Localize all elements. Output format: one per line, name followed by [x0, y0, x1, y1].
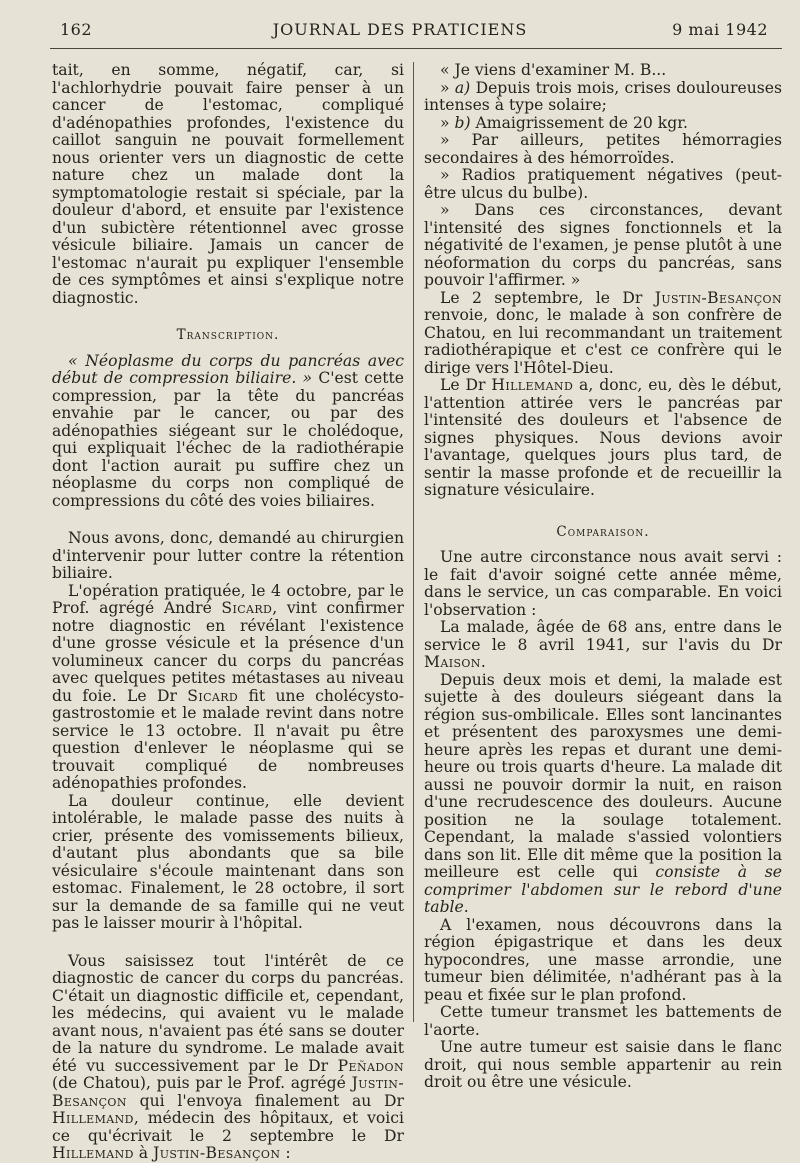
section-title-comparaison: Comparaison.	[556, 523, 650, 540]
italic-phrase: consiste à se comprimer l'abdomen sur le rebord d'une table.	[424, 863, 783, 916]
column-divider	[413, 62, 414, 1022]
paragraph: L'opération pratiquée, le 4 octobre, par le Prof. agrégé André Sicard, vint confirmer notre diagnostic en révélant l'existence d'une grosse vésicule et la présence d'un volumineux cancer du corps du pancréas avec quelques petites métastases au niveau du foie. Le Dr Sicard fit une cholécysto-gastrostomie et le malade revint dans notre service le 13 octobre. Il n'avait pu être question d'enlever le néoplasme qui se trouvait compliqué de nombreuses adénopathies profondes.	[52, 581, 405, 792]
page-header	[0, 20, 800, 44]
paragraph: Vous saisissez tout l'intérêt de ce diagnostic de cancer du corps du pancréas. C'était un diagnostic difficile et, cependant, les médecins, qui avaient vu le malade avant nous, n'avaient pas été sans se douter de la nature du syndrome. Le malade avait été vu successivement par le Dr Peñadon (de Chatou), puis par le Prof. agrégé Justin-Besançon qui l'envoya finalement au Dr Hillemand, médecin des hôpitaux, et voici ce qu'écrivait le 2 septembre le Dr Hillemand à Justin-Besançon :	[52, 951, 404, 1162]
person-name: Maison	[424, 653, 481, 671]
person-name: Justin-Besançon	[654, 288, 782, 307]
quote-line: » Par ailleurs, petites hémorragies secondaires à des hémorroïdes.	[424, 131, 782, 167]
paragraph: La malade, âgée de 68 ans, entre dans le service le 8 avril 1941, sur l'avis du Dr Maison.	[424, 618, 782, 671]
journal-title: JOURNAL DES PRATICIENS	[272, 20, 528, 39]
right-column	[424, 62, 782, 1092]
person-name: Hillemand	[52, 1144, 134, 1162]
paragraph: A l'examen, nous découvrons dans la région épigastrique et dans les deux hypocondres, une masse arrondie, une tumeur bien délimitée, n'adhérant pas à la peau et fixée sur le plan profond.	[424, 915, 782, 1004]
section-title-transcription: Transcription.	[176, 327, 280, 343]
page-number: 162	[60, 20, 93, 39]
quote-line: » b) Amaigrissement de 20 kgr.	[440, 113, 688, 132]
person-name: Sicard	[187, 686, 239, 705]
person-name: Peñadon	[337, 1056, 404, 1075]
header-rule	[50, 48, 782, 49]
person-name: Justin-Besançon	[52, 1074, 404, 1110]
paragraph: Depuis deux mois et demi, la malade est sujette à des douleurs siégeant dans la région sus-ombilicale. Elles sont lancinantes et présentent des paroxysmes une demi-heure après les repas et durant une demi-heure ou trois quarts d'heure. La malade dit aussi ne pouvoir dormir la nuit, en raison d'une recrudescence des douleurs. Aucune position ne la soulage totalement. Cependant, la malade s'assied volontiers dans son lit. Elle dit même que la position la meilleure est celle qui consiste à se comprimer l'abdomen sur le rebord d'une table.	[424, 670, 783, 916]
issue-date: 9 mai 1942	[672, 20, 768, 39]
person-name: Hillemand	[491, 376, 574, 394]
left-column	[52, 62, 404, 1163]
italic-quote: « Néoplasme du corps du pancréas avec début de compression biliaire. »	[52, 351, 404, 387]
quote-line: » Dans ces circonstances, devant l'intensité des signes fonctionnels et la négativité de l'examen, je pense plutôt à une néoformation du corps du pancréas, sans pouvoir l'affirmer. »	[424, 201, 782, 289]
person-name: Hillemand	[52, 1109, 134, 1127]
quote-line: « Je viens d'examiner M. B...	[440, 61, 667, 79]
quote-line: » Radios pratiquement négatives (peut-être ulcus du bulbe).	[424, 166, 782, 202]
person-name: Sicard	[221, 599, 273, 617]
paragraph: « Néoplasme du corps du pancréas avec début de compression biliaire. » C'est cette compression, par la tête du pancréas envahie par le cancer, ou par des adénopathies siégeant sur le cholédoque, qui expliquait l'échec de la radiothérapie dont l'action aurait pu suffire chez un néoplasme du corps non compliqué de compressions du côté des voies biliaires.	[52, 351, 404, 510]
paragraph: Une autre circonstance nous avait servi : le fait d'avoir soigné cette année même, dans le service, un cas comparable. En voici l'observation :	[424, 548, 782, 619]
paragraph: Nous avons, donc, demandé au chirurgien d'intervenir pour lutter contre la rétention biliaire.	[52, 529, 404, 582]
paragraph: Cette tumeur transmet les battements de l'aorte.	[424, 1003, 782, 1039]
paragraph: tait, en somme, négatif, car, si l'achlorhydrie pouvait faire penser à un cancer de l'estomac, compliqué d'adénopathies profondes, l'existence du caillot sanguin ne pouvait formellement nous orienter vers un diagnostic de cette nature chez un malade dont la symptomatologie restait si spéciale, par la douleur d'abord, et ensuite par l'existence d'un subictère rétentionnel avec grosse vésicule biliaire. Jamais un cancer de l'estomac n'aurait pu expliquer l'ensemble de ces symptômes et ainsi s'explique notre diagnostic.	[52, 61, 404, 307]
paragraph: Le 2 septembre, le Dr Justin-Besançon renvoie, donc, le malade à son confrère de Chatou, en lui recommandant un traitement radiothérapique et c'est ce confrère qui le dirige vers l'Hôtel-Dieu.	[424, 288, 782, 377]
quote-line: » a) Depuis trois mois, crises douloureuses intenses à type solaire;	[424, 78, 782, 114]
paragraph: Une autre tumeur est saisie dans le flanc droit, qui nous semble appartenir au rein droit ou être une vésicule.	[424, 1038, 782, 1091]
paragraph: Le Dr Hillemand a, donc, eu, dès le début, l'attention attirée vers le pancréas par l'intensité des douleurs et l'absence de signes physiques. Nous devions avoir l'avantage, quelques jours plus tard, de sentir la masse profonde et de recueillir la signature vésiculaire.	[424, 376, 782, 499]
paragraph: La douleur continue, elle devient intolérable, le malade passe des nuits à crier, présente des vomissements bilieux, d'autant plus abondants que sa bile vésiculaire s'écoule maintenant dans son estomac. Finalement, le 28 octobre, il sort sur la demande de sa famille qui ne veut pas le laisser mourir à l'hôpital.	[52, 791, 404, 932]
person-name: Justin-Besançon	[153, 1144, 281, 1162]
